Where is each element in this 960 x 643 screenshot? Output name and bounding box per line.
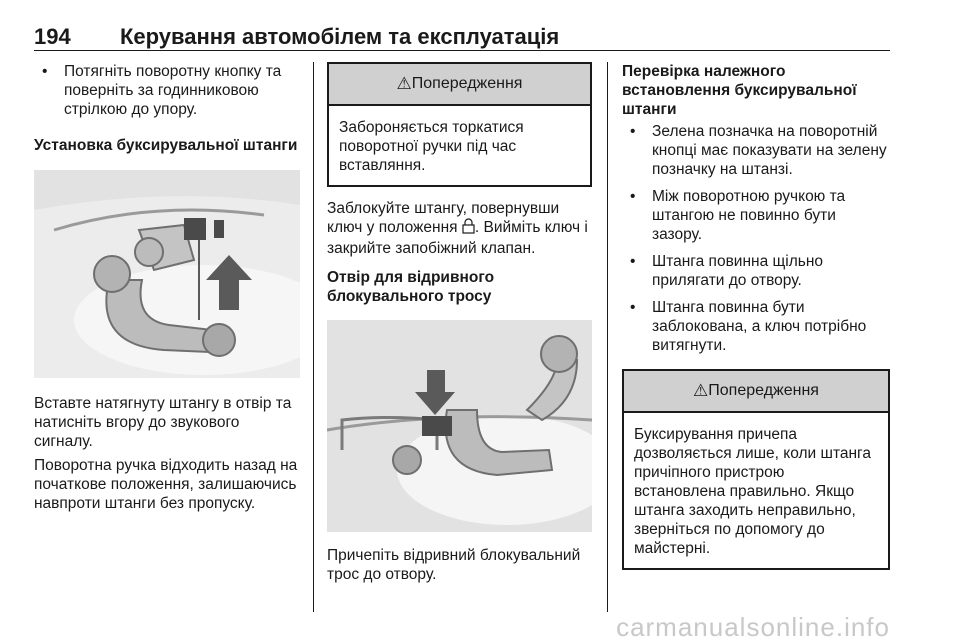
paragraph	[327, 199, 592, 258]
warning-text: Буксирування причепа дозволяється лише, коли штанга причіпного пристрою встановлена правильно. Якщо штанга заходить неправильно, зверніться по допомогу до майстерні.	[634, 426, 871, 557]
warning-header	[329, 64, 590, 106]
paragraph: Причепіть відривний блокувальний трос до отвору.	[327, 547, 581, 583]
list-item	[622, 122, 890, 179]
breakaway-cable-illustration	[327, 320, 592, 532]
bullet-text: Між поворотною ручкою та штангою не повинно бути зазору.	[652, 188, 846, 243]
column-2	[327, 62, 592, 584]
bullet-icon: •	[630, 188, 636, 205]
bullet-icon: •	[42, 63, 48, 80]
column-divider	[607, 62, 608, 612]
bullet-text: Штанга повинна щільно прилягати до отвору.	[652, 253, 823, 289]
bullet-text: Штанга повинна бути заблокована, а ключ потрібно витягнути.	[652, 299, 867, 354]
list-item	[622, 187, 890, 244]
paragraph: Поворотна ручка відходить назад на початкове положення, залишаючись навпроти штанги без пропуску.	[34, 457, 298, 512]
bullet-icon: •	[630, 123, 636, 140]
column-3	[622, 62, 890, 570]
warning-header	[624, 371, 888, 413]
column-1	[34, 62, 300, 513]
warning-triangle-icon: ⚠	[396, 74, 412, 93]
section-heading: Установка буксирувальної штанги	[34, 137, 298, 154]
list-item	[622, 298, 890, 355]
bullet-icon: •	[630, 299, 636, 316]
section-heading: Перевірка належного встановлення буксирувальної штанги	[622, 63, 857, 118]
lock-icon	[462, 218, 475, 239]
warning-text: Забороняється торкатися поворотної ручки під час вставляння.	[339, 119, 524, 174]
towbar-install-illustration	[34, 170, 300, 378]
figure-towbar-install	[34, 170, 300, 378]
column-divider	[313, 62, 314, 612]
paragraph-text: Заблокуйте штангу, повернувши ключ у положення	[327, 200, 560, 236]
warning-title: Попередження	[708, 382, 819, 399]
list-item	[622, 252, 890, 290]
page-number: 194	[34, 24, 71, 49]
page-title: Керування автомобілем та експлуатація	[120, 24, 560, 49]
warning-title: Попередження	[411, 75, 523, 92]
page-header	[34, 18, 890, 52]
warning-box	[622, 369, 890, 570]
paragraph: Вставте натягнуту штангу в отвір та натисніть вгору до звукового сигналу.	[34, 395, 292, 450]
bullet-text: Зелена позначка на поворотній кнопці має показувати на зелену позначку на штанзі.	[652, 123, 887, 178]
warning-box	[327, 62, 592, 187]
watermark: carmanualsonline.info	[616, 612, 890, 642]
figure-breakaway-cable	[327, 320, 592, 532]
list-item	[34, 62, 300, 119]
bullet-icon: •	[630, 253, 636, 270]
warning-triangle-icon: ⚠	[693, 381, 709, 400]
header-rule	[34, 50, 890, 51]
paragraph-text: . Вийміть ключ і закрийте запобіжний клапан.	[327, 219, 588, 257]
bullet-text: Потягніть поворотну кнопку та поверніть за годинниковою стрілкою до упору.	[64, 63, 282, 118]
section-heading: Отвір для відривного блокувального тросу	[327, 269, 495, 305]
